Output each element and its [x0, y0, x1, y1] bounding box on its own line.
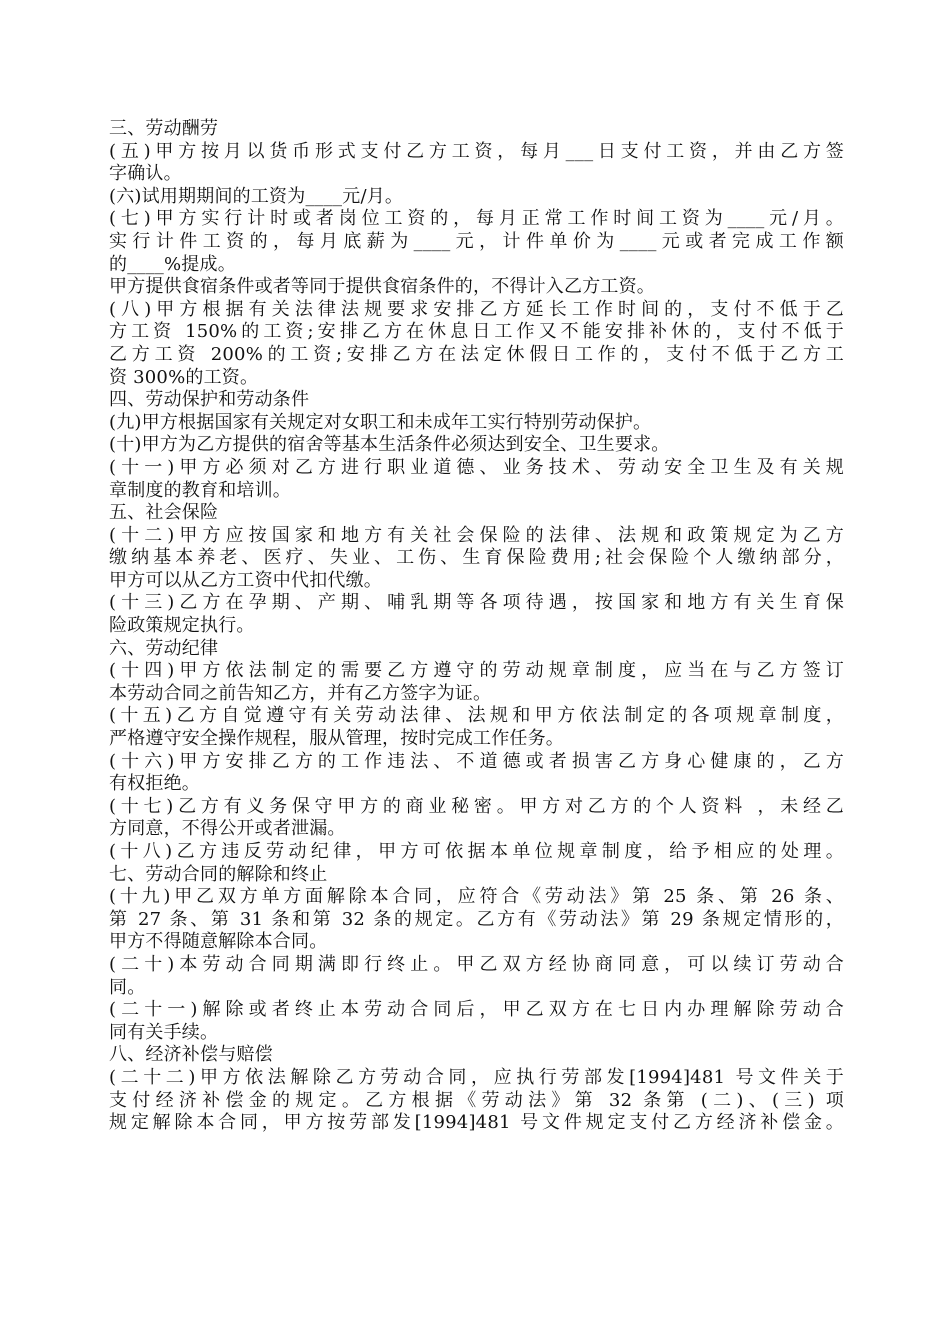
document-line: (九)甲方根据国家有关规定对女职工和未成年工实行特别劳动保护。 [109, 411, 652, 433]
document-line: 甲方可以从乙方工资中代扣代缴。 [109, 569, 382, 591]
document-line: (五)甲方按月以货币形式支付乙方工资，每月___日支付工资，并由乙方签 [109, 140, 844, 162]
document-line: 四、劳动保护和劳动条件 [109, 389, 310, 411]
document-line: 三、劳动酬劳 [109, 118, 219, 139]
document-line: 章制度的教育和培训。 [109, 479, 291, 501]
document-line: (二十二)甲方依法解除乙方劳动合同，应执行劳部发[1994]481 号文件关于 [109, 1066, 844, 1088]
document-line: (十二)甲方应按国家和地方有关社会保险的法律、法规和政策规定为乙方 [109, 524, 844, 546]
document-line: 六、劳动纪律 [109, 637, 219, 659]
document-line: (八)甲方根据有关法律法规要求安排乙方延长工作时间的，支付不低于乙 [109, 298, 844, 320]
document-line: (十七)乙方有义务保守甲方的商业秘密。甲方对乙方的个人资料 ，未经乙 [109, 795, 844, 817]
document-line: 五、社会保险 [109, 502, 219, 524]
document-line: (十九)甲乙双方单方面解除本合同，应符合《劳动法》第 25 条、第 26 条、 [109, 886, 844, 908]
document-line: 严格遵守安全操作规程，服从管理，按时完成工作任务。 [109, 728, 564, 750]
document-line: 实行计件工资的，每月底薪为____元，计件单价为____元或者完成工作额 [109, 230, 844, 252]
document-line: 七、劳动合同的解除和终止 [109, 863, 328, 885]
document-line: 同有关手续。 [109, 1021, 219, 1043]
document-line: (十六)甲方安排乙方的工作违法、不道德或者损害乙方身心健康的，乙方 [109, 750, 844, 772]
document-line: 的____%提成。 [109, 253, 236, 275]
document-line: 同。 [109, 976, 146, 998]
document-line: 本劳动合同之前告知乙方，并有乙方签字为证。 [109, 682, 492, 704]
document-line: 险政策规定执行。 [109, 615, 255, 637]
document-line: 有权拒绝。 [109, 773, 200, 795]
document-line: (十)甲方为乙方提供的宿舍等基本生活条件必须达到安全、卫生要求。 [109, 434, 670, 456]
document-line: 方同意，不得公开或者泄漏。 [109, 818, 346, 840]
document-line: (二十一)解除或者终止本劳动合同后，甲乙双方在七日内办理解除劳动合 [109, 999, 844, 1021]
document-line: 缴纳基本养老、医疗、失业、工伤、生育保险费用;社会保险个人缴纳部分， [109, 547, 844, 569]
document-line: (十一)甲方必须对乙方进行职业道德、业务技术、劳动安全卫生及有关规 [109, 456, 844, 478]
document-line: (七)甲方实行计时或者岗位工资的，每月正常工作时间工资为____元/月。 [109, 208, 844, 230]
document-line: (十四)甲方依法制定的需要乙方遵守的劳动规章制度，应当在与乙方签订 [109, 660, 844, 682]
document-line: (十五)乙方自觉遵守有关劳动法律、法规和甲方依法制定的各项规章制度， [109, 705, 844, 727]
document-line: 资 300%的工资。 [109, 366, 259, 388]
document-line: (六)试用期期间的工资为____元/月。 [109, 185, 404, 207]
document-line: (十三)乙方在孕期、产期、哺乳期等各项待遇，按国家和地方有关生育保 [109, 592, 844, 614]
document-line: 甲方不得随意解除本合同。 [109, 931, 328, 953]
document-line: 第 27 条、第 31 条和第 32 条的规定。乙方有《劳动法》第 29 条规定情形的， [109, 908, 844, 930]
document-line: (十八)乙方违反劳动纪律，甲方可依据本单位规章制度，给予相应的处理。 [109, 841, 844, 862]
document-line: 甲方提供食宿条件或者等同于提供食宿条件的，不得计入乙方工资。 [109, 276, 655, 298]
document-line: 八、经济补偿与赔偿 [109, 1044, 273, 1066]
document-line: 规定解除本合同，甲方按劳部发[1994]481 号文件规定支付乙方经济补偿金。 [109, 1112, 844, 1134]
contract-text-body [109, 118, 844, 1135]
document-line: 乙方工资 200%的工资;安排乙方在法定休假日工作的，支付不低于乙方工 [109, 343, 844, 365]
document-line: 支付经济补偿金的规定。乙方根据《劳动法》第 32 条第 (二)、(三) 项 [109, 1089, 844, 1111]
document-line: 字确认。 [109, 163, 182, 185]
document-line: (二十)本劳动合同期满即行终止。甲乙双方经协商同意，可以续订劳动合 [109, 953, 844, 975]
document-line: 方工资 150%的工资;安排乙方在休息日工作又不能安排补休的，支付不低于 [109, 321, 844, 343]
